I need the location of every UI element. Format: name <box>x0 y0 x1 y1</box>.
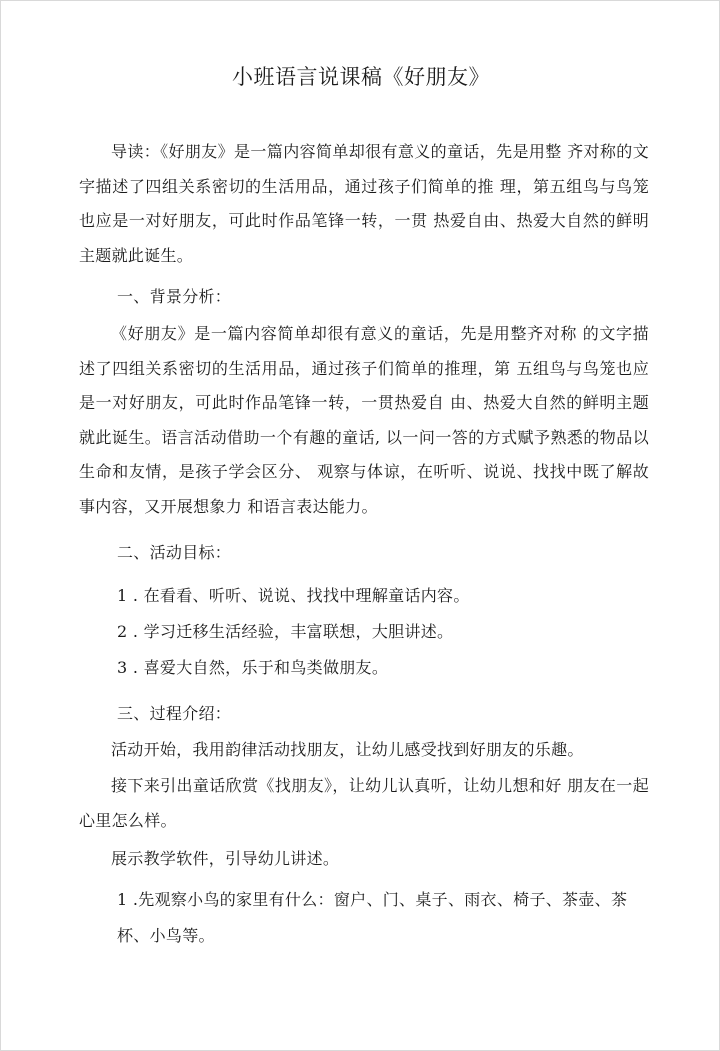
goal-item-1: 1 . 在看看、听听、说说、找找中理解童话内容。 <box>117 586 470 605</box>
section-heading-goals: 二、活动目标： <box>117 543 232 562</box>
section-heading-process: 三、过程介绍： <box>117 704 232 723</box>
document-title: 小班语言说课稿《好朋友》 <box>232 65 490 89</box>
process-paragraph-2: 接下来引出童话欣赏《找朋友》，让幼儿认真听，让幼儿想和好 朋友在一起心里怎么样。 <box>79 776 649 830</box>
intro-paragraph: 导读：《好朋友》是一篇内容简单却很有意义的童话，先是用整 齐对称的文字描述了四组关系密切的生活用品，通过孩子们简单的推 理，第五组鸟与鸟笼也应是一对好朋友，可此时作品笔锋一转，一贯 热爱自由、热爱大自然的鲜明主题就此诞生。 <box>79 142 649 265</box>
process-step-1-line-2: 杯、小鸟等。 <box>117 926 215 945</box>
process-step-1-line-1: 1 .先观察小鸟的家里有什么：窗户、门、桌子、雨衣、椅子、茶壶、茶 <box>117 890 628 909</box>
process-paragraph-1: 活动开始，我用韵律活动找朋友，让幼儿感受找到好朋友的乐趣。 <box>111 740 584 759</box>
section-heading-background: 一、背景分析： <box>117 287 232 306</box>
goal-item-2: 2 . 学习迁移生活经验，丰富联想，大胆讲述。 <box>117 622 454 641</box>
background-paragraph: 《好朋友》是一篇内容简单却很有意义的童话，先是用整齐对称 的文字描述了四组关系密切的生活用品，通过孩子们简单的推理，第 五组鸟与鸟笼也应是一对好朋友，可此时作品笔锋一转，一贯热爱自 由、热爱大自然的鲜明主题就此诞生。语言活动借助一个有趣的童话, 以一问一答的方式赋予熟悉的物品以生命和友情，是孩子学会区分、 观察与体谅，在听听、说说、找找中既了解故事内容，又开展想象力 和语言表达能力。 <box>79 324 649 516</box>
process-paragraph-3: 展示教学软件，引导幼儿讲述。 <box>111 849 340 868</box>
goal-item-3: 3 . 喜爱大自然，乐于和鸟类做朋友。 <box>117 658 389 677</box>
